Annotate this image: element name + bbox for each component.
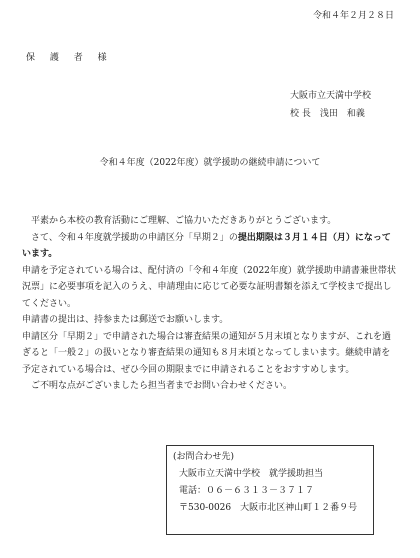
letter-date: 令和４年２月２８日 — [312, 11, 394, 21]
paragraph-notice: 申請区分「早期２」で申請された場合は審査結果の通知が５月末頃となりますが、これを過ぎると「一般２」の扱いとなり審査結果の通知も８月末頃となってしまいます。継続申請を予定されている場合は、ぜひ今回の期限までに申請されることをおすすめします。 — [22, 331, 392, 375]
paragraph-instructions: 申請を予定されている場合は、配付済の「令和４年度（2022年度）就学援助申請書兼世帯状況票」に必要事項を記入のうえ、申請理由に応じて必要な証明書類を添えて学校まで提出してください。 — [22, 265, 396, 309]
letter-subject: 令和４年度（2022年度）就学援助の継続申請について — [99, 158, 321, 168]
contact-line-school: 大阪市立天満中学校 就学援助担当 — [179, 469, 324, 479]
contact-line-phone: 電話：０６－６３１３－３７１７ — [179, 486, 315, 496]
contact-box — [166, 445, 374, 535]
deadline-intro: さて、令和４年度就学援助の申請区分「早期２」の — [31, 232, 238, 243]
paragraph-greeting: 平素から本校の教育活動にご理解、ご協力いただきありがとうございます。 — [31, 216, 337, 226]
contact-lines — [179, 466, 357, 517]
sender-block — [290, 91, 371, 127]
paragraph-deadline — [22, 230, 398, 263]
paragraph-submission: 申請書の提出は、持参または郵送でお願いします。 — [22, 315, 229, 325]
contact-title: (お問合わせ先) — [173, 452, 235, 462]
recipient: 保 護 者 様 — [26, 53, 113, 63]
paragraph-closing: ご不明な点がございましたら担当者までお問い合わせください。 — [31, 381, 293, 391]
sender-school: 大阪市立天満中学校 — [290, 91, 372, 101]
letter-body — [22, 213, 398, 395]
deadline-bold: 提出期限は３月１４日（月）になっています。 — [22, 232, 391, 259]
sender-principal: 校 長 浅田 和義 — [290, 108, 365, 119]
contact-line-address: 〒530-0026 大阪市北区神山町１２番９号 — [179, 503, 358, 513]
